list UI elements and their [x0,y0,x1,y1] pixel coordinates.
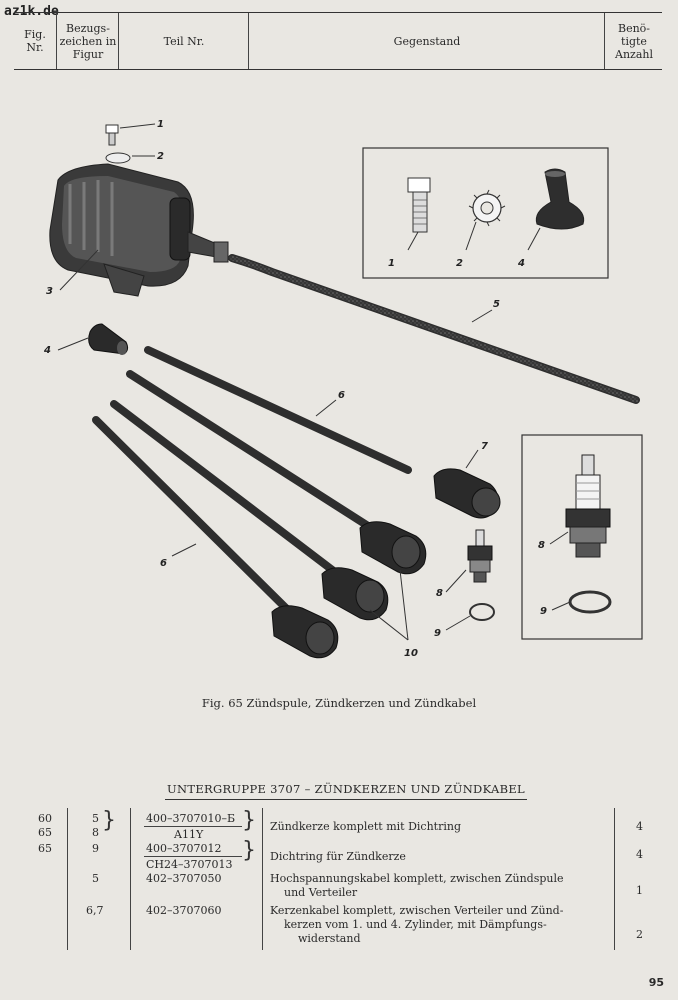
col-divider-1 [67,808,68,950]
label-5: 5 [493,299,500,310]
desc-3: und Verteiler [284,886,358,899]
qty-2: 1 [636,884,643,897]
subgroup-title-text: UNTERGRUPPE 3707 – ZÜNDKERZEN UND ZÜNDKABEL [165,782,527,800]
part-no-0: 400–3707010–Б [146,812,236,825]
desc-1: Dichtring für Zündkerze [270,850,406,863]
fig-nr-2: 65 [38,842,52,855]
label-6-top: 6 [338,390,345,401]
label-6-bottom: 6 [160,558,167,569]
label-10: 10 [404,648,418,659]
label-9: 9 [434,628,441,639]
part-no-4: 402–3707050 [146,872,222,885]
page-number: 95 [648,976,664,989]
ignition-coil [50,164,228,296]
column-header-table [14,12,662,70]
label-2: 2 [157,151,164,162]
ref-4: 6,7 [86,904,104,917]
bolt-detail [408,178,430,232]
desc-6: widerstand [298,932,361,945]
qty-0: 4 [636,820,643,833]
label-1-inset: 1 [388,258,395,269]
ref-2: 9 [92,842,99,855]
qty-1: 4 [636,848,643,861]
col-divider-2 [130,808,131,950]
label-9-inset: 9 [540,606,547,617]
qty-3: 2 [636,928,643,941]
subgroup-title [0,782,678,796]
col-divider-3 [262,808,263,950]
part-no-2: 400–3707012 [146,842,222,855]
col-divider-4 [614,808,615,950]
header-bezugszeichen: Bezugs- zeichen in Figur [56,13,119,69]
watermark: az1k.de [4,4,59,19]
small-bolt [106,125,118,145]
spark-plug-large [566,455,610,557]
part-no-3: CH24–3707013 [146,858,233,871]
fig-nr-0: 60 [38,812,52,825]
spark-plug-small [468,530,492,582]
desc-4: Kerzenkabel komplett, zwischen Verteiler und Zünd- [270,904,564,917]
brace-right-1: } [242,808,256,833]
parts-table [0,808,678,958]
ref-3: 5 [92,872,99,885]
part-no-1: A11Y [174,828,204,841]
small-washer [106,153,130,163]
label-8-inset: 8 [538,540,545,551]
lock-washer-detail [469,190,505,226]
label-1: 1 [157,119,164,130]
brace-left: } [102,808,116,833]
label-4-inset: 4 [518,258,525,269]
label-3: 3 [46,286,53,297]
parts-illustration [0,100,678,680]
brace-right-2: } [242,838,256,863]
header-gegenstand: Gegenstand [248,13,605,69]
part-no-divider-2 [144,856,242,857]
label-2-inset: 2 [456,258,463,269]
rubber-boot-left [89,324,128,355]
seal-ring-large [570,592,610,612]
header-fig-nr: Fig. Nr. [24,28,46,54]
desc-2: Hochspannungskabel komplett, zwischen Zündspule [270,872,564,885]
label-4: 4 [44,345,51,356]
part-no-divider-1 [144,826,242,827]
label-7: 7 [481,441,488,452]
fig-nr-1: 65 [38,826,52,839]
ref-1: 8 [92,826,99,839]
figure-caption: Fig. 65 Zündspule, Zündkerzen und Zündkabel [201,696,477,710]
ref-0: 5 [92,812,99,825]
desc-5: kerzen vom 1. und 4. Zylinder, mit Dämpfungs- [284,918,547,931]
desc-0: Zündkerze komplett mit Dichtring [270,820,461,833]
label-8: 8 [436,588,443,599]
seal-ring-small [470,604,494,620]
part-no-5: 402–3707060 [146,904,222,917]
plug-caps [272,469,500,658]
rubber-boot-detail [536,169,583,229]
header-teil-nr: Teil Nr. [118,13,249,69]
header-benoetigte-anzahl: Benö- tigte Anzahl [604,13,663,69]
